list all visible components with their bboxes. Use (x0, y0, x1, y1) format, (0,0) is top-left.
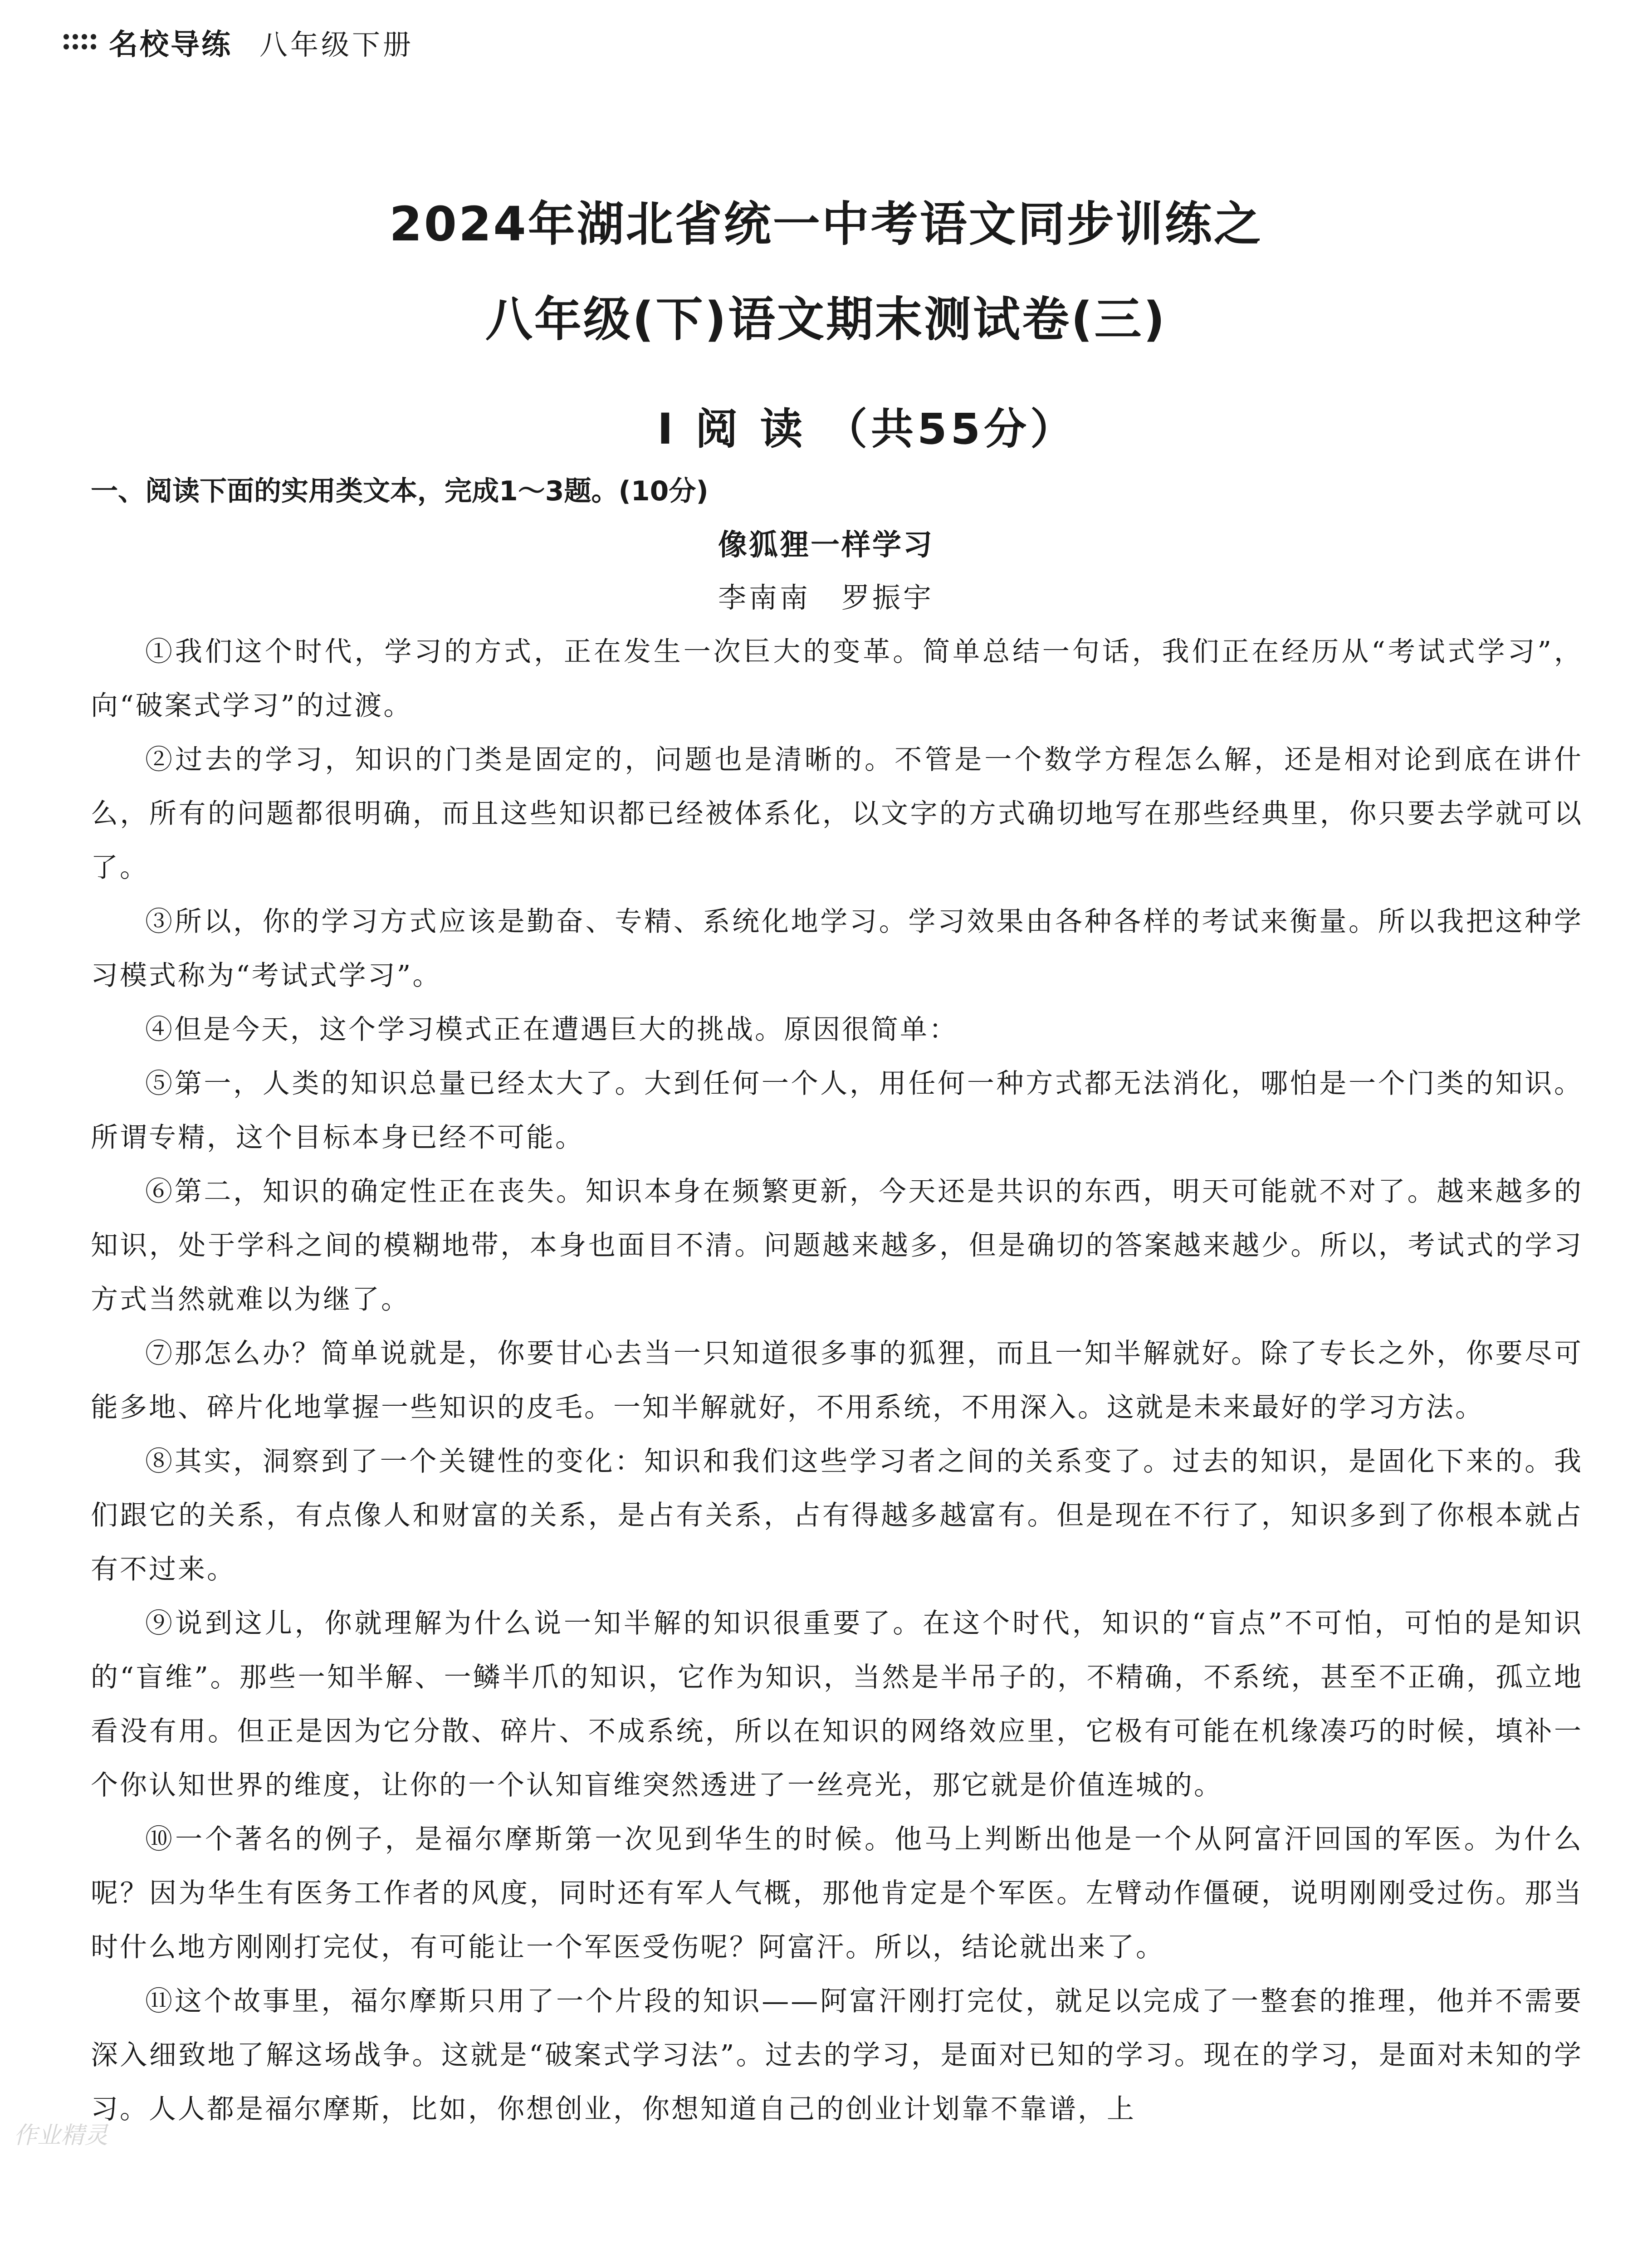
exam-title-line1: 2024年湖北省统一中考语文同步训练之 (389, 196, 1263, 252)
article-title: 像狐狸一样学习 (718, 528, 934, 562)
article-authors: 李南南 罗振宇 (718, 581, 934, 614)
paragraph: ③所以，你的学习方式应该是勤奋、专精、系统化地学习。学习效果由各种各样的考试来衡量。所以我把这种学习模式称为“考试式学习”。 (91, 906, 1583, 992)
paragraph: ⑥第二，知识的确定性正在丧失。知识本身在频繁更新，今天还是共识的东西，明天可能就不对了。越来越多的知识，处于学科之间的模糊地带，本身也面目不清。问题越来越多，但是确切的答案越来越少。所以，考试式的学习方式当然就难以为继了。 (91, 1176, 1583, 1315)
paragraph: ①我们这个时代，学习的方式，正在发生一次巨大的变革。简单总结一句话，我们正在经历从“考试式学习”，向“破案式学习”的过渡。 (91, 636, 1583, 722)
brand-label: 名校导练 (109, 28, 232, 62)
dots-icon (64, 34, 97, 50)
exam-title-line2: 八年级(下)语文期末测试卷(三) (485, 292, 1167, 347)
paragraph: ④但是今天，这个学习模式正在遭遇巨大的挑战。原因很简单： (145, 1014, 958, 1046)
paragraph: ⑪这个故事里，福尔摩斯只用了一个片段的知识——阿富汗刚打完仗，就足以完成了一整套的推理，他并不需要深入细致地了解这场战争。这就是“破案式学习法”。过去的学习，是面对已知的学习。现在的学习，是面对未知的学习。人人都是福尔摩斯，比如，你想创业，你想知道自己的创业计划靠不靠谱，上 (91, 1985, 1583, 2125)
grade-label: 八年级下册 (259, 28, 414, 61)
paragraph: ⑦那怎么办？简单说就是，你要甘心去当一只知道很多事的狐狸，而且一知半解就好。除了专长之外，你要尽可能多地、碎片化地掌握一些知识的皮毛。一知半解就好，不用系统，不用深入。这就是未来最好的学习方法。 (91, 1338, 1583, 1423)
paragraph: ⑩一个著名的例子，是福尔摩斯第一次见到华生的时候。他马上判断出他是一个从阿富汗回国的军医。为什么呢？因为华生有医务工作者的风度，同时还有军人气概，那他肯定是个军医。左臂动作僵硬，说明刚刚受过伤。那当时什么地方刚刚打完仗，有可能让一个军医受伤呢？阿富汗。所以，结论就出来了。 (91, 1823, 1583, 1963)
paragraph: ②过去的学习，知识的门类是固定的，问题也是清晰的。不管是一个数学方程怎么解，还是相对论到底在讲什么，所有的问题都很明确，而且这些知识都已经被体系化，以文字的方式确切地写在那些经典里，你只要去学就可以了。 (91, 744, 1583, 884)
paragraph: ⑨说到这儿，你就理解为什么说一知半解的知识很重要了。在这个时代，知识的“盲点”不可怕，可怕的是知识的“盲维”。那些一知半解、一鳞半爪的知识，它作为知识，当然是半吊子的，不精确，不系统，甚至不正确，孤立地看没有用。但正是因为它分散、碎片、不成系统，所以在知识的网络效应里，它极有可能在机缘凑巧的时候，填补一个你认知世界的维度，让你的一个认知盲维突然透进了一丝亮光，那它就是价值连城的。 (91, 1608, 1583, 1801)
paragraph: ⑤第一，人类的知识总量已经太大了。大到任何一个人，用任何一种方式都无法消化，哪怕是一个门类的知识。所谓专精，这个目标本身已经不可能。 (91, 1068, 1583, 1154)
page-header (64, 17, 414, 67)
article-body (91, 625, 1583, 2136)
section-title: Ⅰ 阅 读 （共55分） (657, 405, 1076, 454)
paragraph: ⑧其实，洞察到了一个关键性的变化：知识和我们这些学习者之间的关系变了。过去的知识，是固化下来的。我们跟它的关系，有点像人和财富的关系，是占有关系，占有得越多越富有。但是现在不行了，知识多到了你根本就占有不过来。 (91, 1446, 1583, 1585)
watermark: 作业精灵 (14, 2122, 108, 2149)
question-title: 一、阅读下面的实用类文本，完成1～3题。(10分) (91, 475, 709, 507)
